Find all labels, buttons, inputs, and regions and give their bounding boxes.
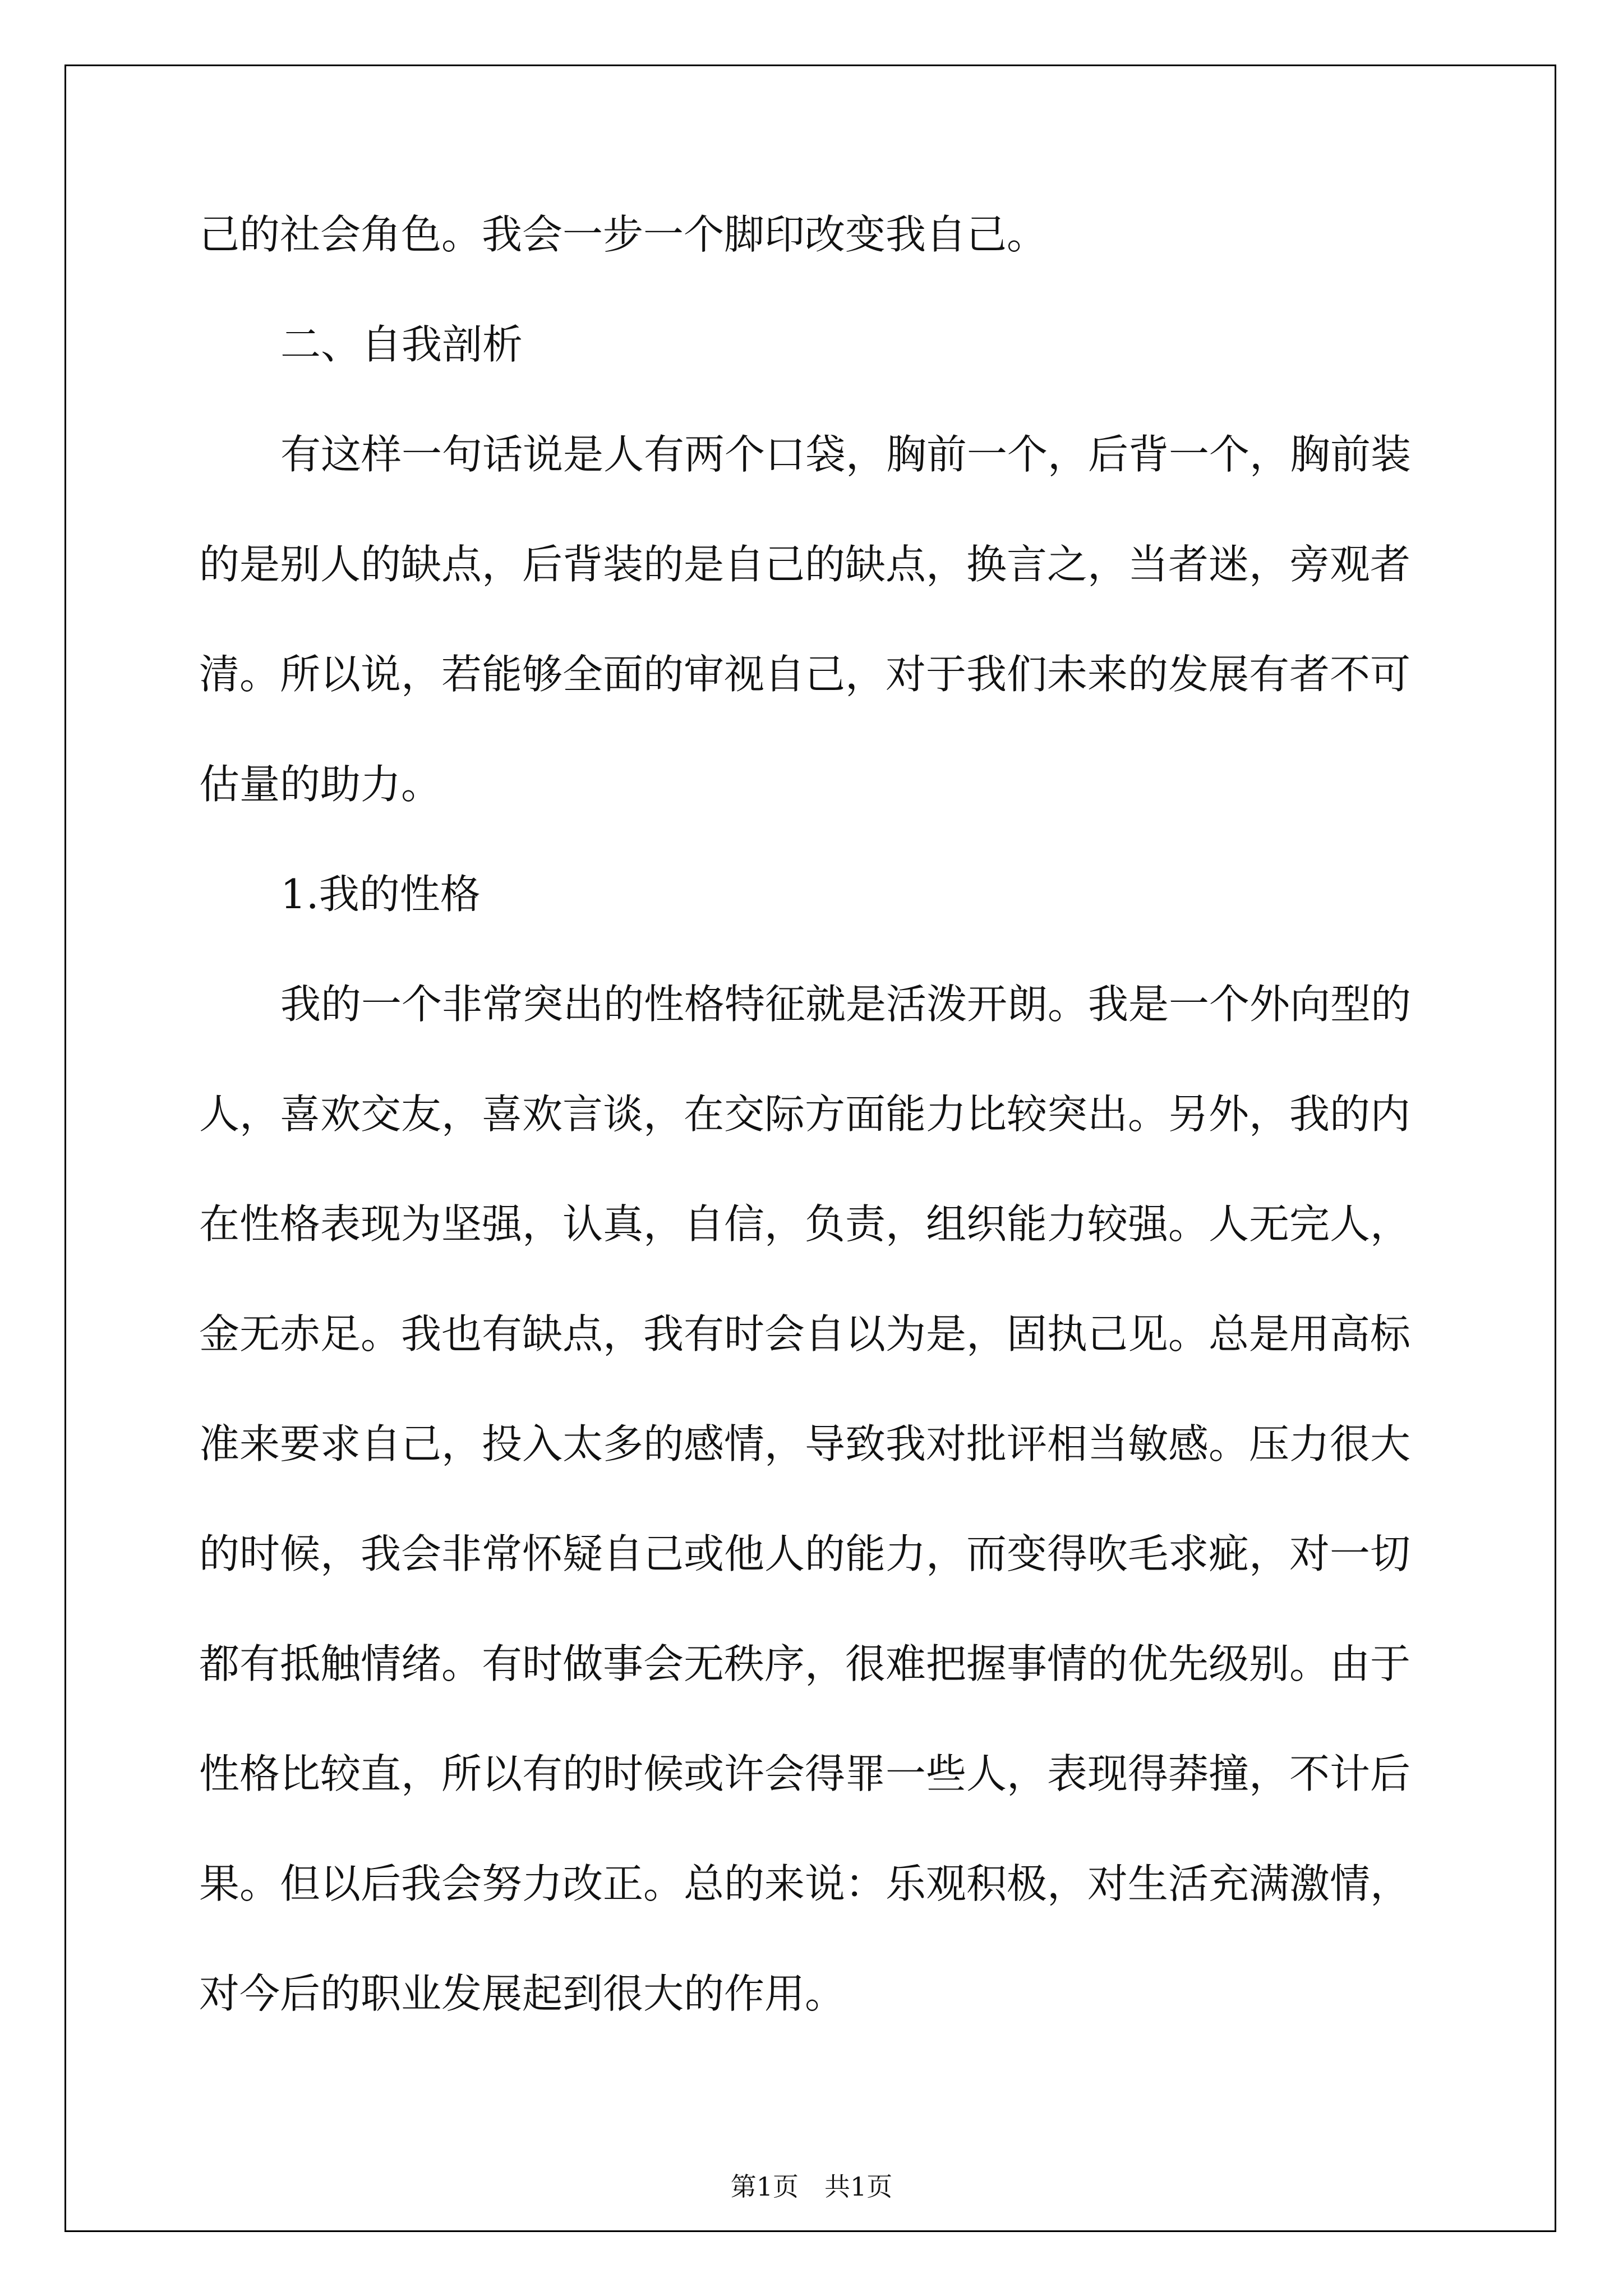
text-line-13: 的时候，我会非常怀疑自己或他人的能力，而变得吹毛求疵，对一切 [199, 1530, 1411, 1577]
text-line-10: 在性格表现为坚强，认真，自信，负责，组织能力较强。人无完人， [199, 1200, 1411, 1248]
text-line-3: 有这样一句话说是人有两个口袋，胸前一个，后背一个，胸前装 [280, 431, 1412, 478]
text-line-4: 的是别人的缺点，后背装的是自己的缺点，换言之，当者迷，旁观者 [199, 541, 1411, 588]
page-number-footer: 第1页 共1页 [730, 2171, 893, 2202]
text-line-12: 准来要求自己，投入太多的感情，导致我对批评相当敏感。压力很大 [199, 1420, 1411, 1467]
text-line-6: 估量的助力。 [199, 761, 442, 808]
text-line-11: 金无赤足。我也有缺点，我有时会自以为是，固执己见。总是用高标 [199, 1310, 1411, 1358]
text-line-16: 果。但以后我会努力改正。总的来说：乐观积极，对生活充满激情， [199, 1860, 1411, 1907]
text-line-15: 性格比较直，所以有的时候或许会得罪一些人，表现得莽撞，不计后 [199, 1750, 1411, 1797]
text-line-1: 己的社会角色。我会一步一个脚印改变我自己。 [199, 211, 1048, 258]
text-line-17: 对今后的职业发展起到很大的作用。 [199, 1970, 846, 2017]
subsection-heading-personality: 1.我的性格 [280, 871, 481, 918]
section-heading-self-analysis: 二、自我剖析 [280, 321, 523, 368]
text-line-8: 我的一个非常突出的性格特征就是活泼开朗。我是一个外向型的 [280, 981, 1412, 1028]
text-line-9: 人，喜欢交友，喜欢言谈，在交际方面能力比较突出。另外，我的内 [199, 1091, 1411, 1138]
text-line-5: 清。所以说，若能够全面的审视自己，对于我们未来的发展有者不可 [199, 651, 1411, 698]
text-line-14: 都有抵触情绪。有时做事会无秩序，很难把握事情的优先级别。由于 [199, 1640, 1411, 1687]
document-body [199, 180, 1431, 2049]
